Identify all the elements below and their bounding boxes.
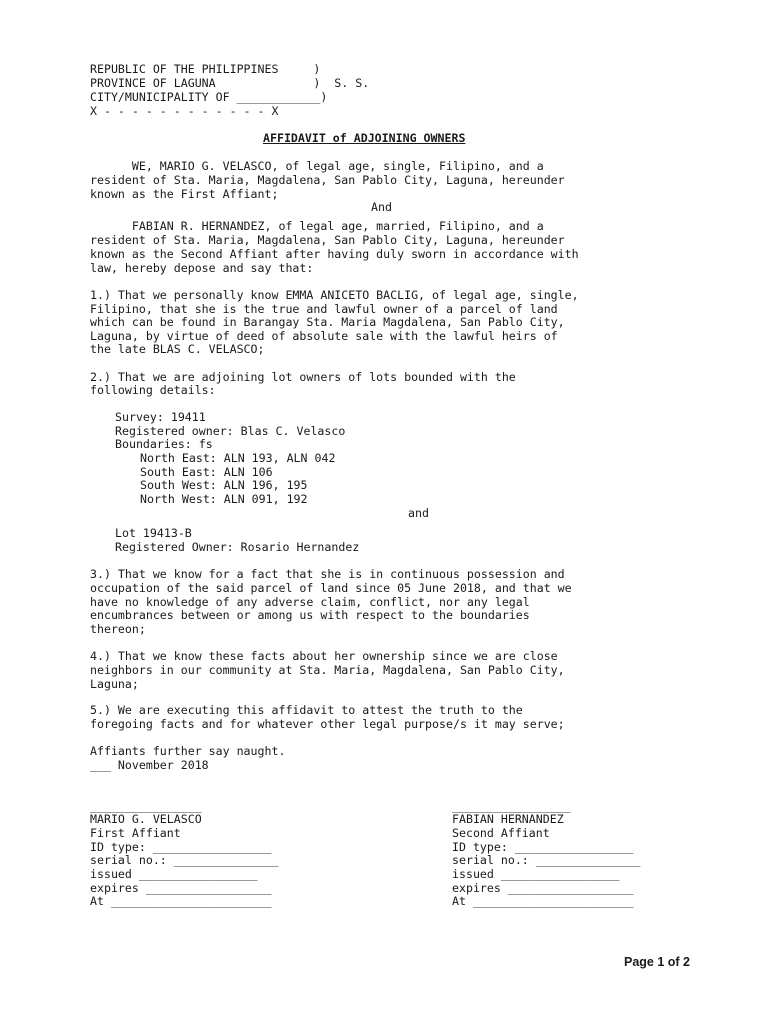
affiant-name-first: MARIO G. VELASCO — [90, 812, 202, 826]
item3-line5: thereon; — [90, 622, 146, 636]
detail-registered-owner: Registered owner: Blas C. Velasco — [115, 424, 346, 438]
closing-date: ___ November 2018 — [90, 758, 209, 772]
at-first: At _______________________ — [90, 894, 272, 908]
signature-line-second: _________________ — [452, 799, 571, 813]
intro-p1-line3: known as the First Affiant; — [90, 187, 279, 201]
boundary-south-west: South West: ALN 196, 195 — [140, 478, 308, 492]
detail-lot-owner: Registered Owner: Rosario Hernandez — [115, 540, 360, 554]
details-and: and — [408, 506, 429, 520]
item3-line2: occupation of the said parcel of land since 05 June 2018, and that we — [90, 581, 572, 595]
detail-lot: Lot 19413-B — [115, 526, 192, 540]
signature-line-first: ________________ — [90, 799, 202, 813]
item2-line2: following details: — [90, 383, 216, 397]
caption-province: PROVINCE OF LAGUNA ) S. S. — [90, 76, 370, 90]
affiant-role-second: Second Affiant — [452, 826, 550, 840]
item2-line1: 2.) That we are adjoining lot owners of lots bounded with the — [90, 370, 516, 384]
serial-no-second: serial no.: _______________ — [452, 853, 641, 867]
caption-divider: X - - - - - - - - - - - - X — [90, 104, 279, 118]
issued-second: issued _________________ — [452, 867, 620, 881]
item5-line1: 5.) We are executing this affidavit to attest the truth to the — [90, 703, 523, 717]
issued-first: issued _________________ — [90, 867, 258, 881]
intro-and: And — [371, 200, 392, 214]
item1-line5: the late BLAS C. VELASCO; — [90, 342, 265, 356]
boundary-south-east: South East: ALN 106 — [140, 465, 273, 479]
expires-second: expires __________________ — [452, 881, 634, 895]
item3-line4: encumbrances between or among us with respect to the boundaries — [90, 608, 530, 622]
intro-p2-line4: law, hereby depose and say that: — [90, 261, 314, 275]
item4-line2: neighbors in our community at Sta. Maria, Magdalena, San Pablo City, — [90, 663, 565, 677]
at-second: At _______________________ — [452, 894, 634, 908]
item3-line1: 3.) That we know for a fact that she is in continuous possession and — [90, 567, 565, 581]
affiant-role-first: First Affiant — [90, 826, 181, 840]
affiant-name-second: FABIAN HERNANDEZ — [452, 812, 564, 826]
intro-p2-line1: FABIAN R. HERNANDEZ, of legal age, married, Filipino, and a — [90, 219, 544, 233]
detail-survey: Survey: 19411 — [115, 410, 206, 424]
closing-naught: Affiants further say naught. — [90, 744, 286, 758]
item1-line2: Filipino, that she is the true and lawful owner of a parcel of land — [90, 302, 558, 316]
intro-p1-line1: WE, MARIO G. VELASCO, of legal age, single, Filipino, and a — [90, 159, 544, 173]
boundary-north-west: North West: ALN 091, 192 — [140, 492, 308, 506]
id-type-first: ID type: _________________ — [90, 840, 272, 854]
item3-line3: have no knowledge of any adverse claim, conflict, nor any legal — [90, 595, 530, 609]
id-type-second: ID type: _________________ — [452, 840, 634, 854]
caption-city: CITY/MUNICIPALITY OF ____________) — [90, 90, 328, 104]
detail-boundaries: Boundaries: fs — [115, 437, 213, 451]
caption-republic: REPUBLIC OF THE PHILIPPINES ) — [90, 62, 321, 76]
item4-line3: Laguna; — [90, 677, 139, 691]
item1-line1: 1.) That we personally know EMMA ANICETO BACLIG, of legal age, single, — [90, 288, 579, 302]
item5-line2: foregoing facts and for whatever other legal purpose/s it may serve; — [90, 717, 565, 731]
item1-line4: Laguna, by virtue of deed of absolute sale with the lawful heirs of — [90, 329, 558, 343]
intro-p1-line2: resident of Sta. Maria, Magdalena, San Pablo City, Laguna, hereunder — [90, 173, 565, 187]
intro-p2-line2: resident of Sta. Maria, Magdalena, San Pablo City, Laguna, hereunder — [90, 233, 565, 247]
item4-line1: 4.) That we know these facts about her ownership since we are close — [90, 649, 558, 663]
boundary-north-east: North East: ALN 193, ALN 042 — [140, 451, 336, 465]
intro-p2-line3: known as the Second Affiant after having duly sworn in accordance with — [90, 247, 579, 261]
serial-no-first: serial no.: _______________ — [90, 853, 279, 867]
expires-first: expires __________________ — [90, 881, 272, 895]
document-title: AFFIDAVIT of ADJOINING OWNERS — [263, 131, 466, 145]
page-number: Page 1 of 2 — [624, 955, 690, 969]
item1-line3: which can be found in Barangay Sta. Maria Magdalena, San Pablo City, — [90, 315, 565, 329]
